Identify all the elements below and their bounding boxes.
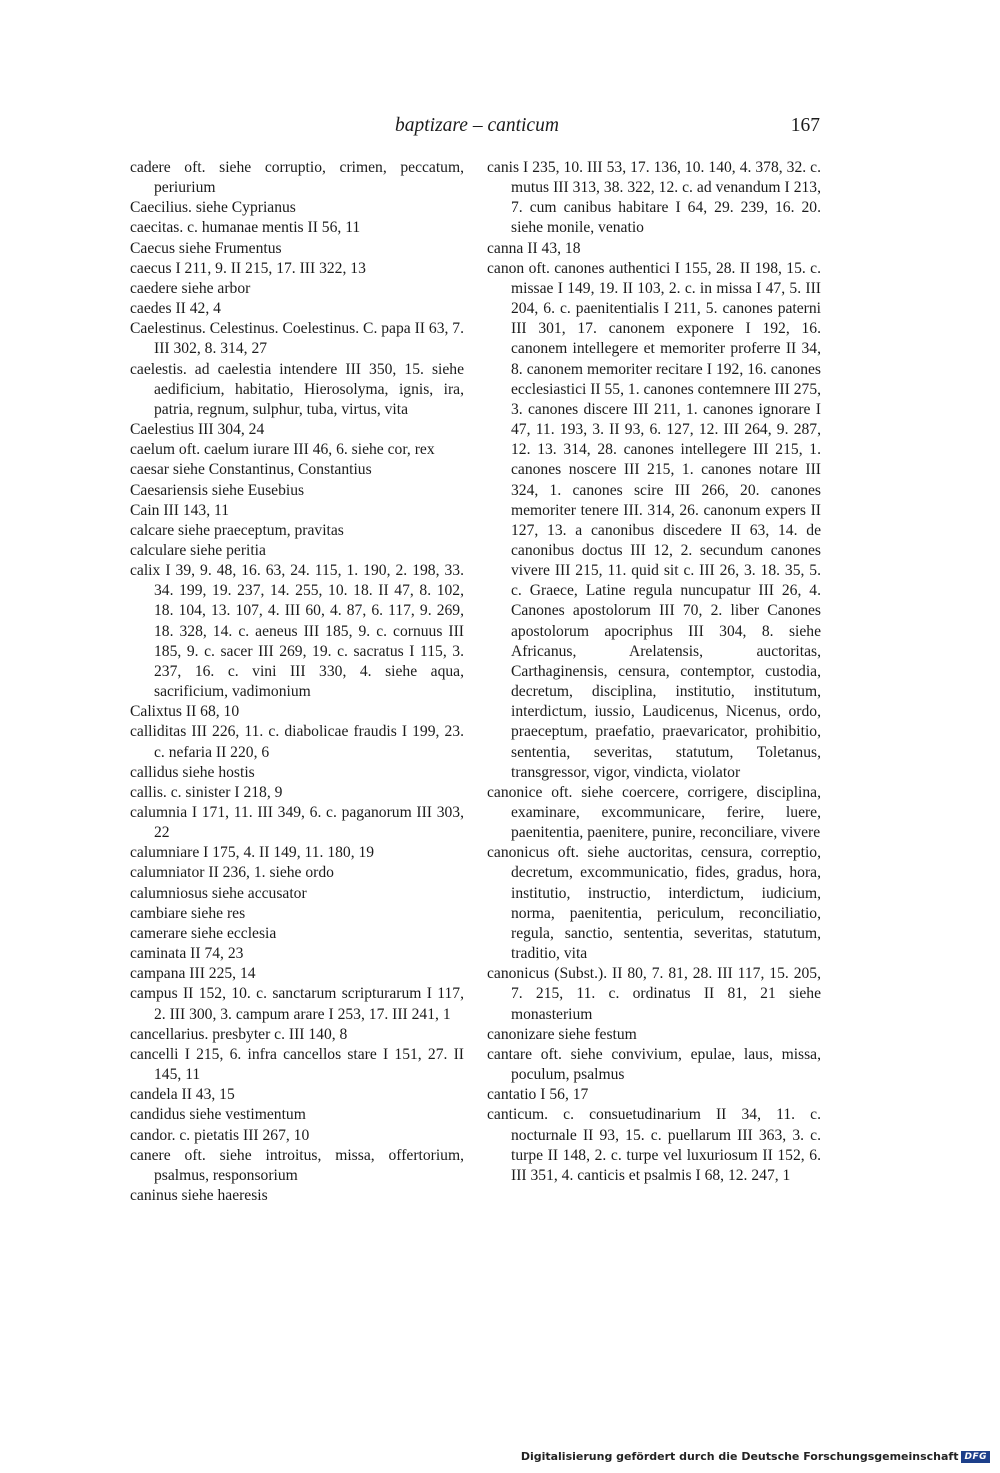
index-entry: caecitas. c. humanae mentis II 56, 11 (130, 219, 361, 237)
index-entry: callidus siehe hostis (130, 763, 255, 781)
index-entry: camerare siehe ecclesia (130, 924, 277, 942)
index-entry: cantatio I 56, 17 (487, 1086, 589, 1104)
index-entry: caedes II 42, 4 (130, 300, 221, 318)
index-entry: Caecilius. siehe Cyprianus (130, 199, 296, 217)
index-entry: canis I 235, 10. III 53, 17. 136, 10. 140, 4. 378, 32. c. mutus III 313, 38. 322, 12. c. ad venandum I 213, 7. cum canibus habitare I 64, 29. 239, 16. 20. siehe monile, venatio (487, 159, 821, 237)
index-entry: calumniator II 236, 1. siehe ordo (130, 864, 334, 882)
index-entry: cancelli I 215, 6. infra cancellos stare I 151, 27. II 145, 11 (130, 1045, 464, 1084)
index-column-left (130, 158, 464, 1206)
index-entry: canonicus (Subst.). II 80, 7. 81, 28. III 117, 15. 205, 7. 215, 11. c. ordinatus II 81, 21 siehe monasterium (487, 965, 821, 1023)
index-entry: Caelestinus. Celestinus. Coelestinus. C. papa II 63, 7. III 302, 8. 314, 27 (130, 320, 464, 358)
page-number: 167 (790, 115, 820, 136)
index-entry: caecus I 211, 9. II 215, 17. III 322, 13 (130, 259, 366, 277)
index-entry: Caesariensis siehe Eusebius (130, 481, 305, 499)
index-entry: calumniare I 175, 4. II 149, 11. 180, 19 (130, 844, 375, 862)
index-entry: calculare siehe peritia (130, 541, 266, 559)
index-entry: caminata II 74, 23 (130, 945, 244, 963)
index-entry: Caecus siehe Frumentus (130, 239, 282, 257)
index-entry: cancellarius. presbyter c. III 140, 8 (130, 1025, 348, 1043)
index-entry: canonizare siehe festum (487, 1025, 637, 1043)
index-entry: candidus siehe vestimentum (130, 1106, 306, 1124)
index-entry: calcare siehe praeceptum, pravitas (130, 521, 344, 539)
index-entry: candor. c. pietatis III 267, 10 (130, 1126, 310, 1144)
dfg-logo-icon: DFG (961, 1451, 990, 1463)
index-entry: calliditas III 226, 11. c. diabolicae fraudis I 199, 23. c. nefaria II 220, 6 (130, 723, 464, 761)
index-entry: canna II 43, 18 (487, 239, 581, 257)
running-head: baptizare – canticum (395, 115, 559, 136)
index-entry: canon oft. canones authentici I 155, 28. II 198, 15. c. missae I 149, 19. II 103, 2. c. in missa I 47, 5. III 204, 6. c. paenitentialis I 211, 5. canones paterni III 301, 17. canonem exponere I 192, 16. canonem intellegere et memoriter proferre II 34, 8. canonem memoriter recitare I 192, 16. canones ecclesiastici II 55, 1. canones contemnere III 275, 3. canones discere III 211, 1. canones ignorare I 47, 11. 193, 3. II 93, 6. 127, 12. III 264, 9. 287, 12. 13. 314, 28. canones intellegere III 215, 1. canones noscere III 215, 1. canones notare III 324, 1. canones scire III 266, 20. canones memoriter tenere III. 314, 26. canonum expers II 127, 13. a canonibus discedere II 63, 14. de canonibus doctus III 12, 2. secundum canones vivere III 215, 11. quid sit c. III 26, 3. 18. 35, 5. c. Graece, Latine regula nuncupatur III 26, 4. Canones apostolorum III 70, 2. liber Canones apostolorum apocriphus III 304, 8. siehe Africanus, Arelatensis, auctoritas, Carthaginensis, censura, contemptor, custodia, decretum, disciplina, institutio, institutum, interdictum, iussio, Laudicenus, Nicenus, ordo, praeceptum, praefatio, praevaricator, prohibitio, sententia, severitas, statutum, Toletanus, transgressor, vigor, vindicta, violator (487, 259, 822, 781)
index-entry: canticum. c. consuetudinarium II 34, 11. c. nocturnale II 93, 15. c. puellarum III 363, 3. c. turpe II 148, 2. c. turpe vel luxuriosum II 152, 6. III 351, 4. canticis et psalmis I 68, 12. 247, 1 (487, 1106, 821, 1184)
index-entry: callis. c. sinister I 218, 9 (130, 783, 283, 801)
index-entry: Calixtus II 68, 10 (130, 703, 240, 721)
page-header (0, 115, 1000, 141)
index-entry: canonicus oft. siehe auctoritas, censura, correptio, decretum, excommunicatio, fides, gradus, hora, institutio, instructio, interdictum, iudicium, norma, paenitentia, periculum, reconciliatio, regula, sanctio, sententia, severitas, statutum, traditio, vita (487, 844, 821, 963)
index-entry: cambiare siehe res (130, 904, 246, 922)
index-entry: cadere oft. siehe corruptio, crimen, peccatum, periurium (130, 159, 464, 197)
index-entry: canere oft. siehe introitus, missa, offertorium, psalmus, responsorium (130, 1146, 464, 1184)
index-entry: campana III 225, 14 (130, 965, 256, 983)
index-entry: Cain III 143, 11 (130, 501, 230, 519)
digitization-credit-text: Digitalisierung gefördert durch die Deutsche Forschungsgemeinschaft (520, 1450, 959, 1463)
index-entry: calumniosus siehe accusator (130, 884, 307, 902)
index-entry: caninus siehe haeresis (130, 1186, 268, 1204)
index-entry: candela II 43, 15 (130, 1086, 235, 1104)
index-entry: cantare oft. siehe convivium, epulae, laus, missa, poculum, psalmus (487, 1045, 821, 1084)
digitization-credit (521, 1450, 990, 1463)
index-entry: caesar siehe Constantinus, Constantius (130, 461, 372, 479)
index-entry: caelum oft. caelum iurare III 46, 6. siehe cor, rex (130, 441, 435, 459)
index-entry: Caelestius III 304, 24 (130, 421, 265, 439)
index-column-right (487, 158, 821, 1186)
index-entry: campus II 152, 10. c. sanctarum scripturarum I 117, 2. III 300, 3. campum arare I 253, 17. III 241, 1 (130, 985, 464, 1023)
index-entry: caelestis. ad caelestia intendere III 350, 15. siehe aedificium, habitatio, Hierosolyma, ignis, ira, patria, regnum, sulphur, tuba, virtus, vita (130, 360, 464, 418)
index-entry: caedere siehe arbor (130, 279, 251, 297)
index-entry: calumnia I 171, 11. III 349, 6. c. paganorum III 303, 22 (130, 804, 464, 842)
index-entry: canonice oft. siehe coercere, corrigere, disciplina, examinare, excommunicare, ferire, luere, paenitentia, paenitere, punire, reconciliare, vivere (487, 783, 821, 842)
index-entry: calix I 39, 9. 48, 16. 63, 24. 115, 1. 190, 2. 198, 33. 34. 199, 19. 237, 14. 255, 10. 18. II 47, 8. 102, 18. 104, 13. 107, 4. III 60, 4. 87, 6. 117, 9. 269, 18. 328, 14. c. aeneus III 185, 9. c. cornuus III 185, 9. c. sacer III 269, 19. c. sacratus I 115, 3. 237, 16. c. vini III 330, 4. siehe aqua, sacrificium, vadimonium (130, 562, 464, 701)
